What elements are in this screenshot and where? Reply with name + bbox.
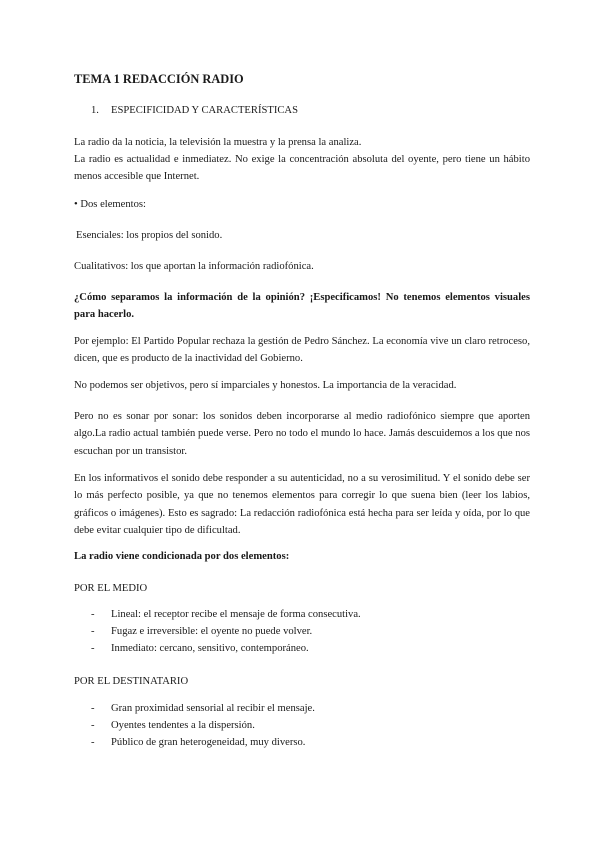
list-item-publico: Público de gran heterogeneidad, muy diverso. (111, 737, 306, 748)
document-title: TEMA 1 REDACCIÓN RADIO (74, 72, 244, 86)
list-item-lineal: Lineal: el receptor recibe el mensaje de forma consecutiva. (111, 609, 361, 620)
paragraph-esenciales: Esenciales: los propios del sonido. (76, 230, 223, 241)
paragraph-ejemplo: Por ejemplo: El Partido Popular rechaza la gestión de Pedro Sánchez. La economía vive un claro retroceso, dicen, que es producto de la inactividad del Gobierno. (74, 336, 530, 365)
bullet-dos-elementos: • Dos elementos: (74, 199, 146, 210)
list-dash: - (91, 626, 95, 637)
list-item-oyentes: Oyentes tendentes a la dispersión. (111, 720, 255, 731)
paragraph-question: ¿Cómo separamos la información de la opinión? ¡Especificamos! No tenemos elementos visuales para hacerlo. (74, 292, 530, 321)
heading-por-el-medio: POR EL MEDIO (74, 583, 148, 594)
section-number: 1. (91, 105, 99, 116)
list-dash: - (91, 720, 95, 731)
paragraph-intro-line2: La radio es actualidad e inmediatez. No exige la concentración absoluta del oyente, pero tiene un hábito menos accesible que Internet. (74, 154, 530, 183)
paragraph-condicionada: La radio viene condicionada por dos elementos: (74, 551, 290, 562)
list-dash: - (91, 609, 95, 620)
list-item-fugaz: Fugaz e irreversible: el oyente no puede volver. (111, 626, 313, 637)
paragraph-intro-line1: La radio da la noticia, la televisión la muestra y la prensa la analiza. (74, 137, 362, 148)
list-item-inmediato: Inmediato: cercano, sensitivo, contemporáneo. (111, 643, 309, 654)
paragraph-objetivos: No podemos ser objetivos, pero sí imparciales y honestos. La importancia de la veracidad. (74, 380, 457, 391)
list-dash: - (91, 703, 95, 714)
paragraph-sonar: Pero no es sonar por sonar: los sonidos deben incorporarse al medio radiofónico siempre que aporten algo.La radio actual también puede verse. Pero no todo el mundo lo hace. Jamás descuidemos a los que nos escuchan por un transistor. (74, 411, 530, 457)
list-dash: - (91, 737, 95, 748)
list-dash: - (91, 643, 95, 654)
paragraph-cualitativos: Cualitativos: los que aportan la información radiofónica. (74, 261, 314, 272)
paragraph-informativos: En los informativos el sonido debe responder a su autenticidad, no a su verosimilitud. Y el sonido debe ser lo más perfecto posible, ya que no tenemos elementos para corregir lo que suena bien (leer los labios, gráficos o imágenes). Esto es sagrado: La redacción radiofónica está hecha para ser leída y oída, por lo que debe evitar cualquier tipo de dificultad. (74, 473, 530, 537)
section-title: ESPECIFICIDAD Y CARACTERÍSTICAS (111, 105, 298, 116)
list-item-proximidad: Gran proximidad sensorial al recibir el mensaje. (111, 703, 315, 714)
heading-por-el-destinatario: POR EL DESTINATARIO (74, 676, 189, 687)
